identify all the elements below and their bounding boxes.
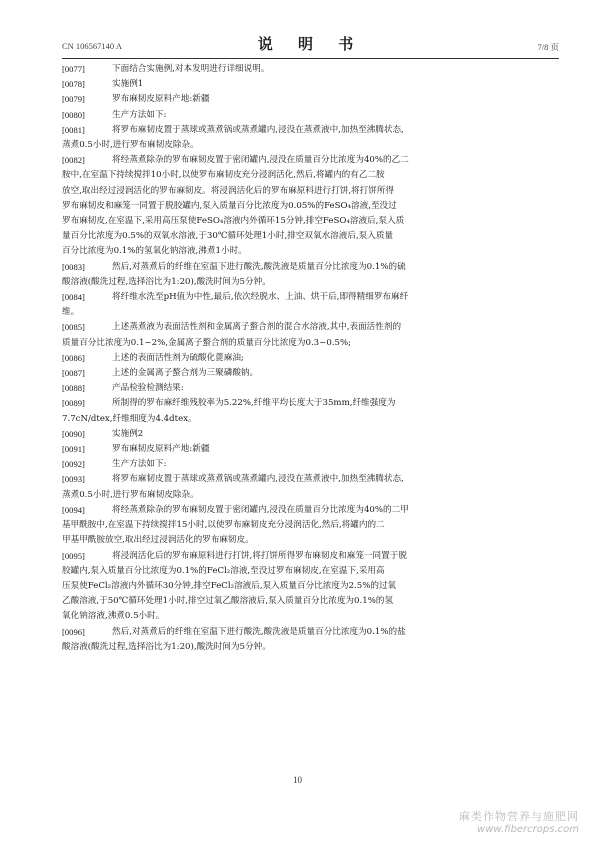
paragraph-number: [0080] (62, 109, 85, 120)
watermark-site-name: 麻类作物营养与施肥网 (459, 810, 579, 823)
page-indicator: 7/8 页 (537, 42, 559, 52)
paragraph (62, 351, 559, 366)
paragraph (62, 153, 559, 259)
paragraph-first-line: 所制得的罗布麻纤维残胶率为5.22%,纤维平均长度大于35mm,纤维强度为 (112, 398, 396, 409)
site-watermark (459, 808, 579, 835)
paragraph-first-line: 生产方法如下: (112, 109, 167, 120)
paragraph-line: 乙酸溶液,于50℃循环处理1小时,排空过氧乙酸溶液后,泵入质量百分比浓度为0.1%的氢 (62, 596, 394, 607)
paragraph-first-line: 罗布麻韧皮原料产地:新疆 (112, 94, 210, 105)
paragraph (62, 549, 559, 625)
paragraph-first-line: 下面结合实施例,对本发明进行详细说明。 (112, 64, 270, 74)
header-divider (62, 58, 559, 59)
paragraph-number: [0088] (62, 383, 85, 394)
paragraph-first-line: 将浸润活化后的罗布麻原料进行打饼,将打饼所得罗布麻韧皮和麻笼一同置于脱 (112, 550, 407, 561)
paragraph-line: 酸溶液(酸洗过程,选择浴比为1:20),酸洗时间为5分钟。 (62, 276, 271, 287)
paragraph-number: [0087] (62, 368, 85, 379)
paragraph-number: [0083] (62, 261, 85, 272)
paragraph (62, 77, 559, 92)
paragraph-number: [0081] (62, 124, 85, 135)
paragraph-first-line: 将纤维水洗至pH值为中性,最后,依次经脱水、上油、烘干后,即得精细罗布麻纤 (112, 292, 409, 303)
paragraph (62, 320, 559, 350)
paragraph-line: 蒸煮0.5小时,进行罗布麻韧皮除杂。 (62, 489, 199, 500)
paragraph-line: 放空,取出经过浸润活化的罗布麻韧皮。将浸润活化后的罗布麻原料进行打饼,将打饼所得 (62, 185, 395, 196)
paragraph (62, 442, 559, 457)
paragraph (62, 472, 559, 502)
paragraph-number: [0091] (62, 444, 85, 455)
paragraph-number: [0078] (62, 79, 85, 90)
paragraph-first-line: 产品检验检测结果: (112, 383, 184, 394)
paragraph-first-line: 生产方法如下: (112, 459, 167, 470)
paragraph-first-line: 上述的金属离子螯合剂为三聚磷酸钠。 (112, 368, 259, 379)
paragraph-number: [0092] (62, 459, 85, 470)
paragraph-number: [0086] (62, 352, 85, 363)
paragraph (62, 366, 559, 381)
paragraph-first-line: 将罗布麻韧皮置于蒸球或蒸煮锅或蒸煮罐内,浸没在蒸煮液中,加热至沸腾状态, (112, 474, 404, 485)
paragraph (62, 503, 559, 549)
paragraph-line: 质量百分比浓度为0.1~2%,金属离子螯合剂的质量百分比浓度为0.3~0.5%; (62, 337, 352, 348)
document-header (62, 33, 559, 55)
paragraph-number: [0095] (62, 550, 85, 561)
document-body (62, 62, 559, 655)
paragraph-line: 罗布麻韧皮,在室温下,采用高压泵使FeSO₄溶液内外循环15分钟,排空FeSO₄溶液后,泵入质 (62, 216, 405, 227)
paragraph-first-line: 上述的表面活性剂为硫酸化蓖麻油; (112, 352, 244, 363)
paragraph-line: 基甲酰胺中,在室温下持续搅拌15小时,以使罗布麻韧皮充分浸润活化,然后,将罐内的二 (62, 520, 385, 531)
paragraph-line: 甲基甲酰胺放空,取出经过浸润活化的罗布麻韧皮。 (62, 535, 254, 546)
paragraph-line: 压泵使FeCl₂溶液内外循环30分钟,排空FeCl₂溶液后,泵入质量百分比浓度为2.5%的过氧 (62, 580, 397, 591)
paragraph (62, 108, 559, 123)
paragraph (62, 457, 559, 472)
publication-number: CN 106567140 A (62, 41, 122, 51)
paragraph-line: 维。 (62, 307, 80, 318)
paragraph (62, 396, 559, 426)
paragraph-number: [0082] (62, 155, 85, 166)
paragraph-first-line: 罗布麻韧皮原料产地:新疆 (112, 444, 210, 455)
paragraph-line: 胺中,在室温下持续搅拌10小时,以使罗布麻韧皮充分浸润活化,然后,将罐内的有乙二胺 (62, 170, 385, 181)
paragraph-first-line: 实施例2 (112, 428, 144, 439)
paragraph-first-line: 将罗布麻韧皮置于蒸球或蒸煮锅或蒸煮罐内,浸没在蒸煮液中,加热至沸腾状态, (112, 124, 404, 135)
paragraph-number: [0079] (62, 94, 85, 105)
paragraph-first-line: 然后,对蒸煮后的纤维在室温下进行酸洗,酸洗液是质量百分比浓度为0.1%的硫 (112, 261, 406, 272)
watermark-url: www.fibercrops.com (477, 824, 579, 835)
paragraph-first-line: 上述蒸煮液为表面活性剂和金属离子螯合剂的混合水溶液,其中,表面活性剂的 (112, 322, 402, 333)
paragraph-line: 氧化钠溶液,沸煮0.5小时。 (62, 611, 165, 622)
paragraph (62, 290, 559, 320)
paragraph-number: [0090] (62, 428, 85, 439)
paragraph-number: [0089] (62, 398, 85, 409)
paragraph (62, 62, 559, 77)
paragraph-number: [0077] (62, 64, 85, 74)
paragraph-number: [0085] (62, 322, 85, 333)
paragraph-first-line: 实施例1 (112, 79, 144, 90)
paragraph-first-line: 然后,对蒸煮后的纤维在室温下进行酸洗,酸洗液是质量百分比浓度为0.1%的盐 (112, 626, 406, 637)
paragraph-line: 7.7cN/dtex,纤维细度为4.4dtex。 (62, 413, 197, 424)
paragraph-first-line: 将经蒸煮除杂的罗布麻韧皮置于密闭罐内,浸没在质量百分比浓度为40%的二甲 (112, 504, 409, 515)
paragraph (62, 260, 559, 290)
paragraph-line: 胶罐内,泵入质量百分比浓度为0.1%的FeCl₂溶液,至没过罗布麻韧皮,在室温下,采用高 (62, 565, 385, 576)
paragraph-line: 罗布麻韧皮和麻笼一同置于脱胶罐内,泵入质量百分比浓度为0.05%的FeSO₄溶液,至没过 (62, 200, 397, 211)
paragraph (62, 123, 559, 153)
paragraph (62, 427, 559, 442)
paragraph-number: [0084] (62, 292, 85, 303)
paragraph-number: [0093] (62, 474, 85, 485)
paragraph-line: 百分比浓度为0.1%的氢氧化钠溶液,沸煮1小时。 (62, 246, 247, 257)
paragraph-line: 蒸煮0.5小时,进行罗布麻韧皮除杂。 (62, 140, 199, 151)
paragraph (62, 625, 559, 655)
paragraph-line: 量百分比浓度为0.5%的双氧水溶液,于30℃循环处理1小时,排空双氧水溶液后,泵入质量 (62, 231, 394, 242)
page-title: 说 明 书 (257, 35, 364, 53)
paragraph-number: [0096] (62, 626, 85, 637)
paragraph-first-line: 将经蒸煮除杂的罗布麻韧皮置于密闭罐内,浸没在质量百分比浓度为40%的乙二 (112, 155, 409, 166)
paragraph (62, 381, 559, 396)
paragraph (62, 92, 559, 107)
paragraph-line: 酸溶液(酸洗过程,选择浴比为1:20),酸洗时间为5分钟。 (62, 641, 271, 652)
page-number: 10 (293, 775, 302, 785)
paragraph-number: [0094] (62, 504, 85, 515)
